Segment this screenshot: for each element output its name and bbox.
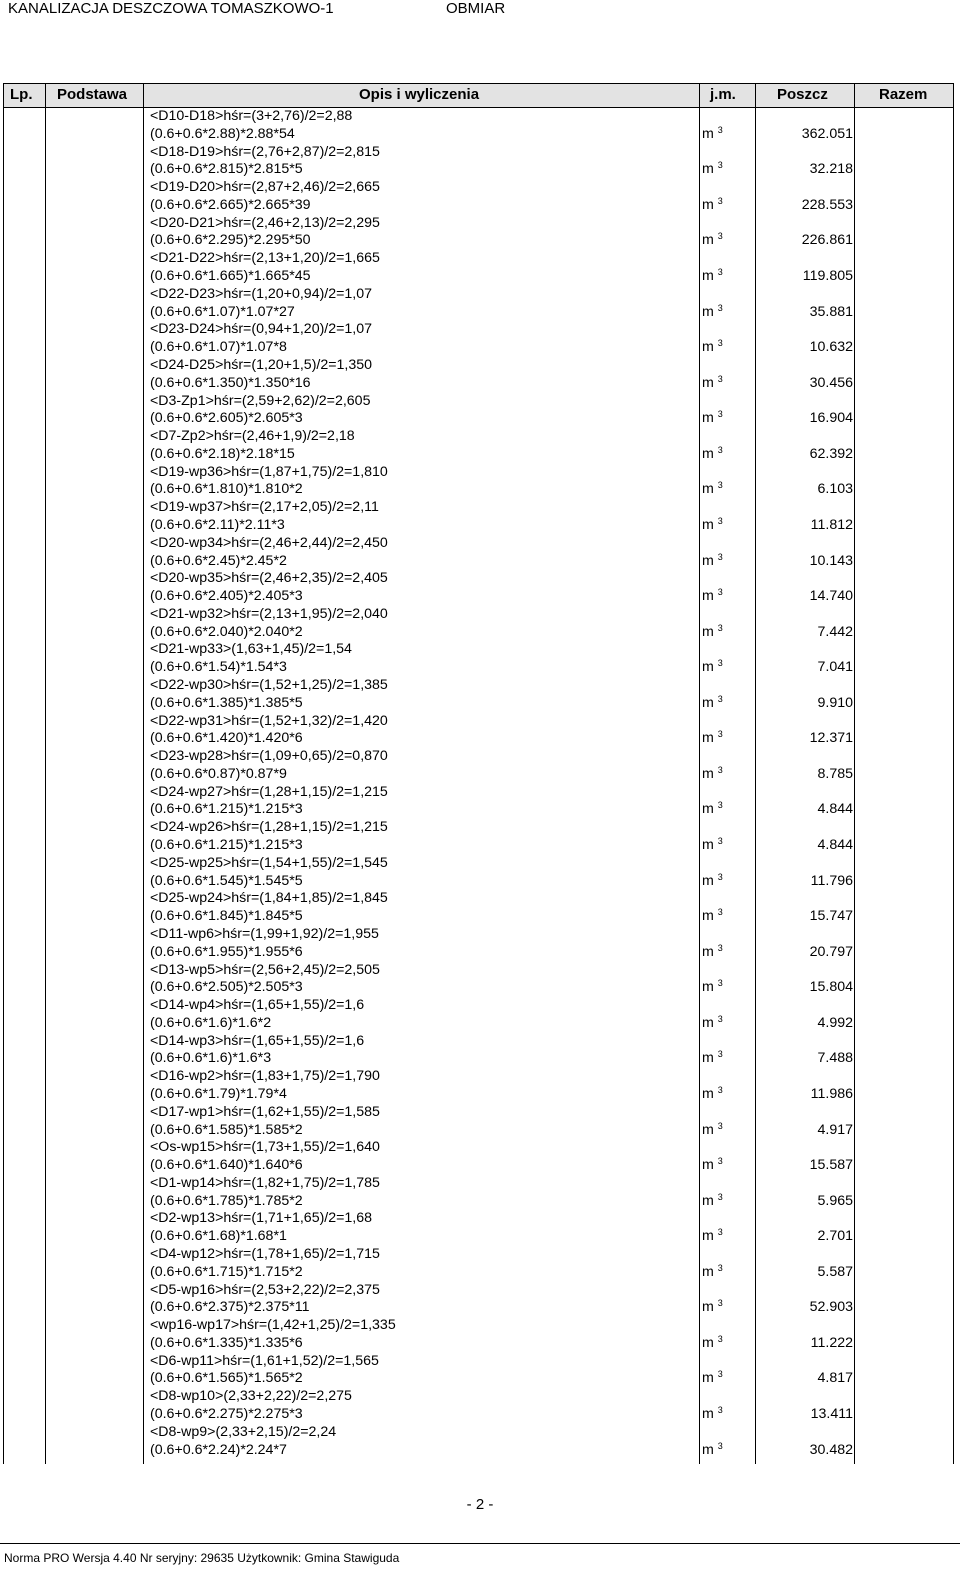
row-unit xyxy=(702,1406,723,1424)
row-total: 30.456 xyxy=(809,374,853,391)
unit-base: m xyxy=(702,908,714,925)
unit-base: m xyxy=(702,765,714,782)
unit-exponent: 3 xyxy=(717,871,723,882)
table-row xyxy=(147,570,954,606)
row-total: 7.041 xyxy=(817,659,853,676)
unit-base: m xyxy=(702,552,714,569)
column-header-unit: j.m. xyxy=(710,86,736,103)
unit-exponent: 3 xyxy=(717,124,723,135)
unit-base: m xyxy=(702,1441,714,1458)
row-unit xyxy=(702,1086,723,1104)
unit-base: m xyxy=(702,1085,714,1102)
row-description: <D19-wp37>hśr=(2,17+2,05)/2=2,11 xyxy=(150,499,379,516)
unit-base: m xyxy=(702,196,714,213)
row-total: 10.143 xyxy=(809,552,853,569)
row-total: 2.701 xyxy=(817,1228,853,1245)
table-row xyxy=(147,286,954,322)
row-total: 52.903 xyxy=(809,1299,853,1316)
row-description: <D6-wp11>hśr=(1,61+1,52)/2=1,565 xyxy=(150,1352,379,1369)
unit-exponent: 3 xyxy=(717,1440,723,1451)
row-formula: (0.6+0.6*1.07)*1.07*27 xyxy=(150,303,295,320)
table-row xyxy=(147,890,954,926)
row-formula: (0.6+0.6*1.545)*1.545*5 xyxy=(150,872,303,889)
row-description: <D5-wp16>hśr=(2,53+2,22)/2=2,375 xyxy=(150,1281,380,1298)
table-row xyxy=(147,428,954,464)
unit-exponent: 3 xyxy=(717,1049,723,1060)
row-unit xyxy=(702,126,723,144)
row-total: 32.218 xyxy=(809,161,853,178)
row-description: <D22-wp30>hśr=(1,52+1,25)/2=1,385 xyxy=(150,677,388,693)
row-formula: (0.6+0.6*1.07)*1.07*8 xyxy=(150,339,287,356)
table-row xyxy=(147,748,954,784)
row-formula: (0.6+0.6*2.815)*2.815*5 xyxy=(150,161,303,178)
unit-exponent: 3 xyxy=(717,1369,723,1380)
row-unit xyxy=(702,410,723,428)
row-unit xyxy=(702,766,723,784)
row-description: <D3-Zp1>hśr=(2,59+2,62)/2=2,605 xyxy=(150,392,371,409)
row-total: 9.910 xyxy=(817,694,853,711)
unit-exponent: 3 xyxy=(717,907,723,918)
row-description: <D8-wp9>(2,33+2,15)/2=2,24 xyxy=(150,1423,337,1440)
unit-base: m xyxy=(702,694,714,711)
row-unit xyxy=(702,1157,723,1175)
row-unit xyxy=(702,268,723,286)
row-description: <D4-wp12>hśr=(1,78+1,65)/2=1,715 xyxy=(150,1246,380,1262)
column-header-total: Razem xyxy=(879,86,928,103)
row-description: <D10-D18>hśr=(3+2,76)/2=2,88 xyxy=(150,108,353,124)
unit-exponent: 3 xyxy=(717,515,723,526)
unit-base: m xyxy=(702,232,714,249)
table-row xyxy=(147,606,954,642)
row-formula: (0.6+0.6*2.405)*2.405*3 xyxy=(150,588,303,605)
unit-exponent: 3 xyxy=(717,551,723,562)
row-formula: (0.6+0.6*2.88)*2.88*54 xyxy=(150,125,295,142)
unit-base: m xyxy=(702,1370,714,1387)
row-description: <wp16-wp17>hśr=(1,42+1,25)/2=1,335 xyxy=(150,1317,396,1334)
row-unit xyxy=(702,1193,723,1211)
row-unit xyxy=(702,553,723,571)
row-description: <D1-wp14>hśr=(1,82+1,75)/2=1,785 xyxy=(150,1174,380,1191)
measurement-table xyxy=(3,83,954,1464)
row-total: 226.861 xyxy=(801,232,853,249)
unit-exponent: 3 xyxy=(717,160,723,171)
row-description: <D19-wp36>hśr=(1,87+1,75)/2=1,810 xyxy=(150,463,388,480)
footer-rule xyxy=(0,1543,960,1544)
row-formula: (0.6+0.6*1.955)*1.955*6 xyxy=(150,943,303,960)
table-row xyxy=(147,926,954,962)
unit-base: m xyxy=(702,161,714,178)
row-formula: (0.6+0.6*2.18)*2.18*15 xyxy=(150,445,295,462)
row-description: <D8-wp10>(2,33+2,22)/2=2,275 xyxy=(150,1388,352,1405)
table-row xyxy=(147,784,954,820)
table-row xyxy=(147,144,954,180)
document-type: OBMIAR xyxy=(446,0,506,17)
row-formula: (0.6+0.6*1.350)*1.350*16 xyxy=(150,374,311,391)
table-row xyxy=(147,1068,954,1104)
table-row xyxy=(147,962,954,998)
unit-base: m xyxy=(702,481,714,498)
unit-exponent: 3 xyxy=(717,658,723,669)
row-unit xyxy=(702,695,723,713)
row-formula: (0.6+0.6*1.6)*1.6*2 xyxy=(150,1014,272,1031)
row-total: 12.371 xyxy=(809,730,853,747)
row-unit xyxy=(702,517,723,535)
unit-base: m xyxy=(702,1121,714,1138)
row-unit xyxy=(702,161,723,179)
row-formula: (0.6+0.6*1.640)*1.640*6 xyxy=(150,1157,303,1174)
unit-exponent: 3 xyxy=(717,622,723,633)
row-total: 228.553 xyxy=(801,196,853,213)
row-total: 362.051 xyxy=(801,125,853,142)
row-description: <D22-wp31>hśr=(1,52+1,32)/2=1,420 xyxy=(150,712,388,729)
unit-exponent: 3 xyxy=(717,1262,723,1273)
column-divider xyxy=(45,83,46,1464)
table-row xyxy=(147,108,954,144)
table-row xyxy=(147,464,954,500)
row-formula: (0.6+0.6*2.275)*2.275*3 xyxy=(150,1406,303,1423)
row-unit xyxy=(702,375,723,393)
row-total: 4.844 xyxy=(817,837,853,854)
unit-exponent: 3 xyxy=(717,1156,723,1167)
row-description: <D14-wp4>hśr=(1,65+1,55)/2=1,6 xyxy=(150,997,365,1014)
row-total: 4.844 xyxy=(817,801,853,818)
unit-base: m xyxy=(702,979,714,996)
row-unit xyxy=(702,446,723,464)
unit-exponent: 3 xyxy=(717,1298,723,1309)
table-row xyxy=(147,1246,954,1282)
table-row xyxy=(147,1282,954,1318)
row-unit xyxy=(702,624,723,642)
unit-base: m xyxy=(702,445,714,462)
footer-text: Norma PRO Wersja 4.40 Nr seryjny: 29635 Użytkownik: Gmina Stawiguda xyxy=(4,1551,400,1565)
row-description: <D23-D24>hśr=(0,94+1,20)/2=1,07 xyxy=(150,321,373,338)
row-total: 20.797 xyxy=(809,943,853,960)
unit-base: m xyxy=(702,730,714,747)
unit-base: m xyxy=(702,516,714,533)
row-unit xyxy=(702,1442,723,1460)
row-formula: (0.6+0.6*0.87)*0.87*9 xyxy=(150,765,287,782)
row-description: <D21-wp32>hśr=(2,13+1,95)/2=2,040 xyxy=(150,605,388,622)
unit-exponent: 3 xyxy=(717,836,723,847)
row-formula: (0.6+0.6*1.785)*1.785*2 xyxy=(150,1192,303,1209)
unit-base: m xyxy=(702,339,714,356)
unit-base: m xyxy=(702,872,714,889)
row-formula: (0.6+0.6*1.715)*1.715*2 xyxy=(150,1263,303,1280)
row-description: <D20-wp34>hśr=(2,46+2,44)/2=2,450 xyxy=(150,534,388,551)
row-unit xyxy=(702,1122,723,1140)
row-description: <D21-D22>hśr=(2,13+1,20)/2=1,665 xyxy=(150,250,380,267)
row-formula: (0.6+0.6*1.79)*1.79*4 xyxy=(150,1085,287,1102)
unit-base: m xyxy=(702,1406,714,1423)
row-formula: (0.6+0.6*1.665)*1.665*45 xyxy=(150,268,311,285)
table-row xyxy=(147,819,954,855)
table-row xyxy=(147,1388,954,1424)
row-total: 30.482 xyxy=(809,1441,853,1458)
row-description: <D20-D21>hśr=(2,46+2,13)/2=2,295 xyxy=(150,214,380,231)
row-formula: (0.6+0.6*1.335)*1.335*6 xyxy=(150,1334,303,1351)
unit-exponent: 3 xyxy=(717,302,723,313)
row-description: <D25-wp24>hśr=(1,84+1,85)/2=1,845 xyxy=(150,890,388,907)
row-description: <D24-wp27>hśr=(1,28+1,15)/2=1,215 xyxy=(150,783,388,800)
table-row xyxy=(147,499,954,535)
unit-exponent: 3 xyxy=(717,373,723,384)
table-row xyxy=(147,321,954,357)
row-formula: (0.6+0.6*2.24)*2.24*7 xyxy=(150,1441,287,1458)
unit-base: m xyxy=(702,1299,714,1316)
row-description: <D2-wp13>hśr=(1,71+1,65)/2=1,68 xyxy=(150,1210,373,1227)
unit-exponent: 3 xyxy=(717,409,723,420)
unit-exponent: 3 xyxy=(717,1405,723,1416)
unit-exponent: 3 xyxy=(717,444,723,455)
table-row xyxy=(147,250,954,286)
row-unit xyxy=(702,908,723,926)
row-unit xyxy=(702,304,723,322)
row-description: <D21-wp33>(1,63+1,45)/2=1,54 xyxy=(150,641,352,658)
table-row xyxy=(147,1353,954,1389)
row-unit xyxy=(702,659,723,677)
unit-base: m xyxy=(702,268,714,285)
unit-base: m xyxy=(702,623,714,640)
row-description: <D23-wp28>hśr=(1,09+0,65)/2=0,870 xyxy=(150,748,388,765)
row-total: 13.411 xyxy=(810,1406,853,1423)
row-formula: (0.6+0.6*1.565)*1.565*2 xyxy=(150,1370,303,1387)
row-total: 11.986 xyxy=(810,1085,853,1102)
row-formula: (0.6+0.6*1.810)*1.810*2 xyxy=(150,481,303,498)
row-unit xyxy=(702,1335,723,1353)
project-title: KANALIZACJA DESZCZOWA TOMASZKOWO-1 xyxy=(8,0,334,17)
table-row xyxy=(147,1210,954,1246)
table-row xyxy=(147,215,954,251)
row-unit xyxy=(702,730,723,748)
table-row xyxy=(147,1033,954,1069)
row-formula: (0.6+0.6*2.45)*2.45*2 xyxy=(150,552,287,569)
row-formula: (0.6+0.6*2.375)*2.375*11 xyxy=(150,1299,310,1316)
unit-base: m xyxy=(702,1192,714,1209)
row-unit xyxy=(702,588,723,606)
row-total: 10.632 xyxy=(809,339,853,356)
row-description: <Os-wp15>hśr=(1,73+1,55)/2=1,640 xyxy=(150,1139,380,1156)
table-row xyxy=(147,179,954,215)
row-unit xyxy=(702,481,723,499)
row-formula: (0.6+0.6*2.295)*2.295*50 xyxy=(150,232,311,249)
row-total: 16.904 xyxy=(809,410,853,427)
row-description: <D11-wp6>hśr=(1,99+1,92)/2=1,955 xyxy=(150,925,379,942)
row-total: 15.747 xyxy=(809,908,853,925)
row-total: 11.222 xyxy=(810,1334,853,1351)
row-total: 35.881 xyxy=(809,303,853,320)
column-header-lp: Lp. xyxy=(10,86,33,103)
unit-exponent: 3 xyxy=(717,1084,723,1095)
row-formula: (0.6+0.6*1.54)*1.54*3 xyxy=(150,659,287,676)
column-divider xyxy=(3,83,4,1464)
table-row xyxy=(147,997,954,1033)
row-description: <D14-wp3>hśr=(1,65+1,55)/2=1,6 xyxy=(150,1032,365,1049)
unit-base: m xyxy=(702,374,714,391)
table-row xyxy=(147,677,954,713)
row-total: 11.796 xyxy=(810,872,853,889)
table-body xyxy=(147,108,954,1459)
table-row xyxy=(147,641,954,677)
page-number: - 2 - xyxy=(466,1496,494,1513)
row-formula: (0.6+0.6*2.665)*2.665*39 xyxy=(150,196,311,213)
row-total: 5.965 xyxy=(817,1192,853,1209)
row-formula: (0.6+0.6*2.605)*2.605*3 xyxy=(150,410,303,427)
row-total: 15.804 xyxy=(809,979,853,996)
row-total: 62.392 xyxy=(809,445,853,462)
row-total: 7.488 xyxy=(817,1050,853,1067)
unit-base: m xyxy=(702,125,714,142)
table-header xyxy=(3,83,954,107)
table-top-rule xyxy=(3,83,954,84)
row-description: <D17-wp1>hśr=(1,62+1,55)/2=1,585 xyxy=(150,1103,380,1120)
row-unit xyxy=(702,1015,723,1033)
row-unit xyxy=(702,339,723,357)
unit-base: m xyxy=(702,659,714,676)
column-header-description: Opis i wyliczenia xyxy=(359,86,480,103)
table-row xyxy=(147,1317,954,1353)
row-unit xyxy=(702,979,723,997)
row-unit xyxy=(702,837,723,855)
unit-exponent: 3 xyxy=(717,800,723,811)
row-total: 4.992 xyxy=(817,1014,853,1031)
row-description: <D22-D23>hśr=(1,20+0,94)/2=1,07 xyxy=(150,285,373,302)
row-total: 14.740 xyxy=(809,588,853,605)
row-unit xyxy=(702,197,723,215)
row-total: 11.812 xyxy=(810,516,853,533)
unit-base: m xyxy=(702,1334,714,1351)
unit-exponent: 3 xyxy=(717,1191,723,1202)
unit-exponent: 3 xyxy=(717,1120,723,1131)
row-formula: (0.6+0.6*1.6)*1.6*3 xyxy=(150,1050,272,1067)
row-formula: (0.6+0.6*1.68)*1.68*1 xyxy=(150,1228,287,1245)
unit-base: m xyxy=(702,837,714,854)
table-row xyxy=(147,535,954,571)
unit-exponent: 3 xyxy=(717,942,723,953)
unit-exponent: 3 xyxy=(717,267,723,278)
row-formula: (0.6+0.6*1.420)*1.420*6 xyxy=(150,730,303,747)
row-total: 5.587 xyxy=(817,1263,853,1280)
unit-exponent: 3 xyxy=(717,231,723,242)
table-row xyxy=(147,1175,954,1211)
row-unit xyxy=(702,873,723,891)
unit-base: m xyxy=(702,943,714,960)
row-total: 15.587 xyxy=(809,1157,853,1174)
unit-exponent: 3 xyxy=(717,693,723,704)
table-row xyxy=(147,855,954,891)
unit-exponent: 3 xyxy=(717,1333,723,1344)
row-total: 4.817 xyxy=(817,1370,853,1387)
column-divider xyxy=(143,83,144,1464)
row-total: 4.917 xyxy=(817,1121,853,1138)
row-formula: (0.6+0.6*1.845)*1.845*5 xyxy=(150,908,303,925)
row-description: <D24-D25>hśr=(1,20+1,5)/2=1,350 xyxy=(150,356,373,373)
row-formula: (0.6+0.6*2.505)*2.505*3 xyxy=(150,979,303,996)
row-unit xyxy=(702,232,723,250)
row-formula: (0.6+0.6*1.215)*1.215*3 xyxy=(150,801,303,818)
unit-exponent: 3 xyxy=(717,480,723,491)
table-row xyxy=(147,357,954,393)
row-total: 7.442 xyxy=(817,623,853,640)
unit-exponent: 3 xyxy=(717,729,723,740)
row-unit xyxy=(702,1299,723,1317)
column-header-basis: Podstawa xyxy=(57,86,128,103)
unit-base: m xyxy=(702,1157,714,1174)
row-description: <D25-wp25>hśr=(1,54+1,55)/2=1,545 xyxy=(150,854,388,871)
row-unit xyxy=(702,1370,723,1388)
table-row xyxy=(147,1139,954,1175)
row-total: 119.805 xyxy=(802,268,853,285)
row-formula: (0.6+0.6*2.11)*2.11*3 xyxy=(150,516,285,533)
unit-exponent: 3 xyxy=(717,1227,723,1238)
unit-exponent: 3 xyxy=(717,195,723,206)
row-unit xyxy=(702,1050,723,1068)
unit-exponent: 3 xyxy=(717,1013,723,1024)
unit-exponent: 3 xyxy=(717,587,723,598)
row-description: <D19-D20>hśr=(2,87+2,46)/2=2,665 xyxy=(150,179,380,196)
unit-exponent: 3 xyxy=(717,978,723,989)
unit-base: m xyxy=(702,801,714,818)
unit-base: m xyxy=(702,410,714,427)
table-row xyxy=(147,713,954,749)
page-header xyxy=(0,0,960,20)
row-unit xyxy=(702,1264,723,1282)
row-formula: (0.6+0.6*1.385)*1.385*5 xyxy=(150,694,303,711)
unit-base: m xyxy=(702,1228,714,1245)
row-description: <D13-wp5>hśr=(2,56+2,45)/2=2,505 xyxy=(150,961,380,978)
row-description: <D24-wp26>hśr=(1,28+1,15)/2=1,215 xyxy=(150,819,388,836)
table-row xyxy=(147,393,954,429)
row-description: <D20-wp35>hśr=(2,46+2,35)/2=2,405 xyxy=(150,570,388,587)
row-formula: (0.6+0.6*1.585)*1.585*2 xyxy=(150,1121,303,1138)
row-description: <D18-D19>hśr=(2,76+2,87)/2=2,815 xyxy=(150,143,380,160)
row-total: 8.785 xyxy=(817,765,853,782)
row-unit xyxy=(702,944,723,962)
row-description: <D7-Zp2>hśr=(2,46+1,9)/2=2,18 xyxy=(150,428,355,445)
row-total: 6.103 xyxy=(817,481,853,498)
unit-base: m xyxy=(702,588,714,605)
unit-base: m xyxy=(702,1050,714,1067)
column-header-partial: Poszcz xyxy=(777,86,828,103)
row-formula: (0.6+0.6*1.215)*1.215*3 xyxy=(150,837,303,854)
unit-base: m xyxy=(702,303,714,320)
unit-base: m xyxy=(702,1014,714,1031)
table-row xyxy=(147,1104,954,1140)
row-formula: (0.6+0.6*2.040)*2.040*2 xyxy=(150,623,303,640)
unit-exponent: 3 xyxy=(717,764,723,775)
table-row xyxy=(147,1424,954,1460)
row-unit xyxy=(702,801,723,819)
unit-exponent: 3 xyxy=(717,338,723,349)
unit-base: m xyxy=(702,1263,714,1280)
row-description: <D16-wp2>hśr=(1,83+1,75)/2=1,790 xyxy=(150,1068,380,1085)
row-unit xyxy=(702,1228,723,1246)
